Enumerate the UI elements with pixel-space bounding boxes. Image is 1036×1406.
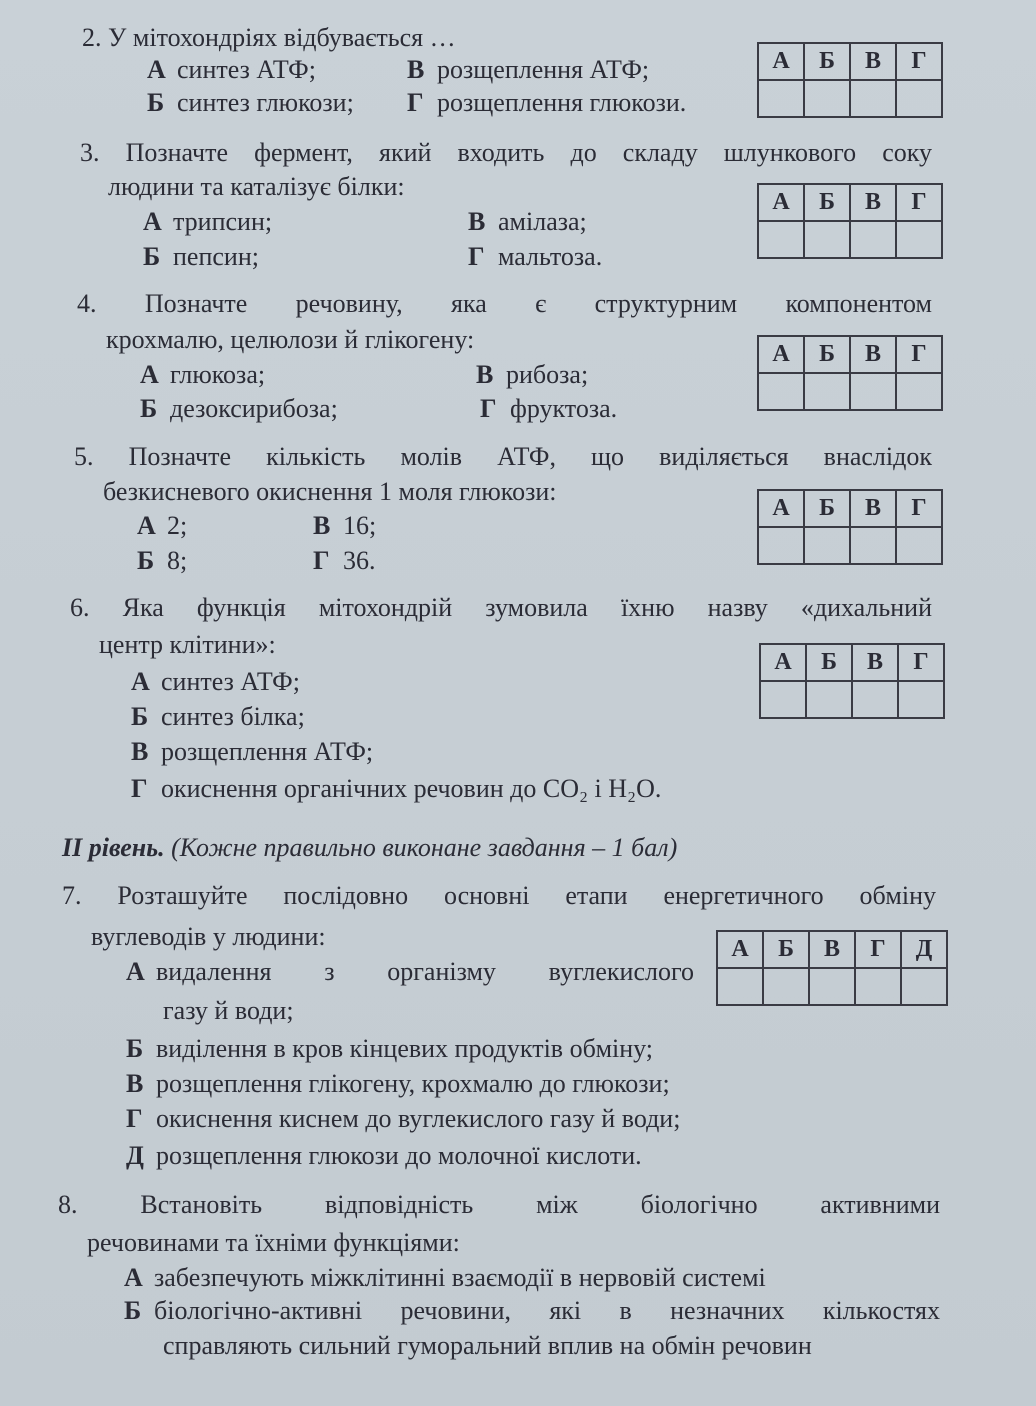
answer-cell[interactable]: [850, 80, 896, 117]
answer-cell[interactable]: [852, 681, 898, 718]
grid-header-cell: Б: [804, 43, 850, 80]
grid-header-cell: А: [758, 43, 804, 80]
option-text: забезпечують міжклітинні взаємодії в нервовій системі: [154, 1263, 766, 1292]
q3-stem-line2: людини та каталізує білки:: [108, 172, 405, 201]
option-letter: В: [126, 1069, 144, 1098]
grid-header-row: [760, 644, 944, 681]
grid-header-cell: В: [850, 490, 896, 527]
option-text: розщеплення глікогену, крохмалю до глюкози;: [156, 1069, 670, 1098]
q-number: 3.: [80, 138, 100, 167]
section-note: (Кожне правильно виконане завдання – 1 бал): [171, 833, 678, 862]
option-letter: Д: [126, 1141, 144, 1170]
q6-option-v: [131, 739, 373, 765]
grid-header-cell: А: [758, 336, 804, 373]
grid-header-cell: А: [760, 644, 806, 681]
option-text: мальтоза.: [498, 242, 603, 271]
grid-header-row: [717, 931, 947, 968]
grid-header-cell: Г: [896, 43, 942, 80]
q8-option-b-cont: справляють сильний гуморальний вплив на обмін речовин: [163, 1331, 812, 1360]
q6-option-g: [131, 776, 661, 802]
grid-header-cell: Г: [896, 184, 942, 221]
option-letter: В: [131, 737, 149, 766]
grid-answer-row: [758, 373, 942, 410]
option-text: розщеплення глюкози.: [437, 88, 687, 117]
q2-stem: [82, 25, 456, 51]
answer-cell[interactable]: [901, 968, 947, 1005]
answer-cell[interactable]: [898, 681, 944, 718]
q3-option-a: [143, 209, 272, 235]
grid-answer-row: [758, 221, 942, 258]
option-text: біологічно-активні речовини, які в незначних кількостях: [154, 1296, 940, 1325]
option-letter: А: [143, 207, 162, 236]
option-letter: В: [468, 207, 486, 236]
option-text: видалення з організму вуглекислого: [156, 957, 694, 986]
q4-stem-line1: [77, 291, 932, 317]
q8-option-a: [124, 1265, 766, 1291]
q7-option-d: [126, 1143, 642, 1169]
q2-option-b: [147, 90, 354, 116]
answer-cell[interactable]: [850, 527, 896, 564]
q-number: 8.: [58, 1190, 78, 1219]
grid-header-cell: В: [852, 644, 898, 681]
q7-answer-grid: [716, 930, 948, 1006]
option-text: фруктоза.: [510, 394, 618, 423]
option-text: розщеплення глюкози до молочної кислоти.: [156, 1141, 642, 1170]
answer-cell[interactable]: [717, 968, 763, 1005]
q-number: 2.: [82, 23, 102, 52]
option-letter: Б: [126, 1034, 144, 1063]
option-text: окиснення органічних речовин до CO₂ і H₂O.: [161, 774, 662, 803]
q7-option-g: [126, 1106, 680, 1132]
option-letter: Г: [131, 774, 148, 803]
option-letter: Б: [131, 702, 149, 731]
option-text: 36.: [343, 546, 376, 575]
answer-cell[interactable]: [758, 221, 804, 258]
q5-answer-grid: [757, 489, 943, 565]
q6-option-b: [131, 704, 305, 730]
option-letter: Б: [143, 242, 161, 271]
answer-cell[interactable]: [763, 968, 809, 1005]
option-text: синтез АТФ;: [177, 55, 316, 84]
grid-header-cell: В: [850, 336, 896, 373]
grid-header-row: [758, 336, 942, 373]
q3-option-g: [468, 244, 602, 270]
option-letter: В: [313, 511, 331, 540]
option-letter: А: [131, 667, 150, 696]
grid-header-cell: Д: [901, 931, 947, 968]
answer-cell[interactable]: [804, 373, 850, 410]
q4-answer-grid: [757, 335, 943, 411]
option-text: 2;: [167, 511, 188, 540]
q5-stem-line2: безкисневого окиснення 1 моля глюкози:: [103, 477, 557, 506]
q6-stem-line2: центр клітини»:: [99, 630, 276, 659]
option-letter: Г: [480, 394, 497, 423]
grid-answer-row: [758, 527, 942, 564]
option-text: розщеплення АТФ;: [161, 737, 374, 766]
section-level: II рівень.: [62, 833, 165, 862]
option-letter: В: [407, 55, 425, 84]
q4-option-b: [140, 396, 338, 422]
option-text: трипсин;: [173, 207, 273, 236]
q-text: У мітохондріях відбувається …: [108, 23, 456, 52]
grid-header-cell: А: [758, 490, 804, 527]
grid-answer-row: [717, 968, 947, 1005]
answer-cell[interactable]: [804, 80, 850, 117]
answer-cell[interactable]: [804, 527, 850, 564]
option-letter: Б: [137, 546, 155, 575]
q3-stem-line1: [80, 140, 932, 166]
q-number: 6.: [70, 593, 90, 622]
q-text: Позначте фермент, який входить до складу шлункового соку: [125, 138, 933, 167]
q6-stem-line1: [70, 595, 932, 621]
q-text: Позначте речовину, яка є структурним компонентом: [144, 289, 932, 318]
option-letter: Б: [140, 394, 158, 423]
answer-cell[interactable]: [850, 373, 896, 410]
answer-cell[interactable]: [850, 221, 896, 258]
q2-option-a: [147, 57, 316, 83]
answer-cell[interactable]: [896, 373, 942, 410]
answer-cell[interactable]: [896, 80, 942, 117]
grid-header-row: [758, 490, 942, 527]
q-text: Позначте кількість молів АТФ, що виділяється внаслідок: [128, 442, 932, 471]
grid-header-cell: Б: [804, 490, 850, 527]
q4-stem-line2: крохмалю, целюлози й глікогену:: [106, 325, 475, 354]
q7-option-a-cont: газу й води;: [163, 996, 294, 1025]
answer-cell[interactable]: [806, 681, 852, 718]
option-text: 8;: [167, 546, 188, 575]
option-text: глюкоза;: [170, 360, 266, 389]
grid-header-cell: Б: [804, 336, 850, 373]
section-heading: [62, 835, 677, 861]
option-letter: Г: [126, 1104, 143, 1133]
grid-header-cell: Г: [896, 336, 942, 373]
option-text: виділення в кров кінцевих продуктів обміну;: [156, 1034, 654, 1063]
q4-option-a: [140, 362, 265, 388]
grid-header-cell: А: [717, 931, 763, 968]
q8-option-b: [124, 1298, 940, 1324]
option-letter: Б: [124, 1296, 142, 1325]
q7-option-v: [126, 1071, 670, 1097]
grid-header-cell: Б: [763, 931, 809, 968]
q6-answer-grid: [759, 643, 945, 719]
answer-cell[interactable]: [855, 968, 901, 1005]
option-letter: В: [476, 360, 494, 389]
q7-stem-line2: вуглеводів у людини:: [91, 922, 326, 951]
q8-stem-line1: [58, 1192, 940, 1218]
option-text: дезоксирибоза;: [170, 394, 338, 423]
q5-option-v: [313, 513, 376, 539]
grid-answer-row: [758, 80, 942, 117]
q4-option-g: [480, 396, 617, 422]
option-text: синтез глюкози;: [177, 88, 354, 117]
option-text: пепсин;: [173, 242, 259, 271]
grid-header-cell: А: [758, 184, 804, 221]
q5-option-b: [137, 548, 187, 574]
q-number: 4.: [77, 289, 97, 318]
q-number: 5.: [74, 442, 94, 471]
q4-option-v: [476, 362, 588, 388]
grid-header-row: [758, 43, 942, 80]
answer-cell[interactable]: [760, 681, 806, 718]
option-letter: Г: [407, 88, 424, 117]
option-letter: Б: [147, 88, 165, 117]
grid-header-cell: В: [809, 931, 855, 968]
option-letter: А: [140, 360, 159, 389]
grid-header-row: [758, 184, 942, 221]
q7-stem-line1: [62, 883, 936, 909]
q3-option-v: [468, 209, 587, 235]
option-letter: А: [147, 55, 166, 84]
q-text: Яка функція мітохондрій зумовила їхню назву «дихальний: [122, 593, 932, 622]
answer-cell[interactable]: [758, 527, 804, 564]
q-text: Встановіть відповідність між біологічно активними: [140, 1190, 941, 1219]
option-text: 16;: [343, 511, 377, 540]
option-text: синтез білка;: [161, 702, 305, 731]
grid-header-cell: В: [850, 184, 896, 221]
option-letter: Г: [313, 546, 330, 575]
grid-header-cell: В: [850, 43, 896, 80]
grid-header-cell: Г: [898, 644, 944, 681]
answer-cell[interactable]: [804, 221, 850, 258]
grid-answer-row: [760, 681, 944, 718]
q5-stem-line1: [74, 444, 932, 470]
option-text: синтез АТФ;: [161, 667, 300, 696]
grid-header-cell: Б: [806, 644, 852, 681]
option-letter: А: [137, 511, 156, 540]
grid-header-cell: Г: [855, 931, 901, 968]
q7-option-a: [126, 959, 694, 985]
q2-option-v: [407, 57, 649, 83]
q-number: 7.: [62, 881, 82, 910]
option-text: окиснення киснем до вуглекислого газу й води;: [156, 1104, 681, 1133]
q2-option-g: [407, 90, 686, 116]
grid-header-cell: Б: [804, 184, 850, 221]
answer-cell[interactable]: [809, 968, 855, 1005]
q2-answer-grid: [757, 42, 943, 118]
q3-option-b: [143, 244, 259, 270]
option-letter: Г: [468, 242, 485, 271]
q3-answer-grid: [757, 183, 943, 259]
answer-cell[interactable]: [896, 527, 942, 564]
option-text: розщеплення АТФ;: [437, 55, 650, 84]
q7-option-b: [126, 1036, 653, 1062]
q5-option-a: [137, 513, 187, 539]
option-letter: А: [124, 1263, 143, 1292]
option-text: рибоза;: [506, 360, 589, 389]
option-letter: А: [126, 957, 145, 986]
answer-cell[interactable]: [758, 80, 804, 117]
grid-header-cell: Г: [896, 490, 942, 527]
option-text: амілаза;: [498, 207, 587, 236]
q8-stem-line2: речовинами та їхніми функціями:: [87, 1228, 460, 1257]
q5-option-g: [313, 548, 376, 574]
q6-option-a: [131, 669, 300, 695]
q-text: Розташуйте послідовно основні етапи енергетичного обміну: [117, 881, 937, 910]
answer-cell[interactable]: [758, 373, 804, 410]
answer-cell[interactable]: [896, 221, 942, 258]
